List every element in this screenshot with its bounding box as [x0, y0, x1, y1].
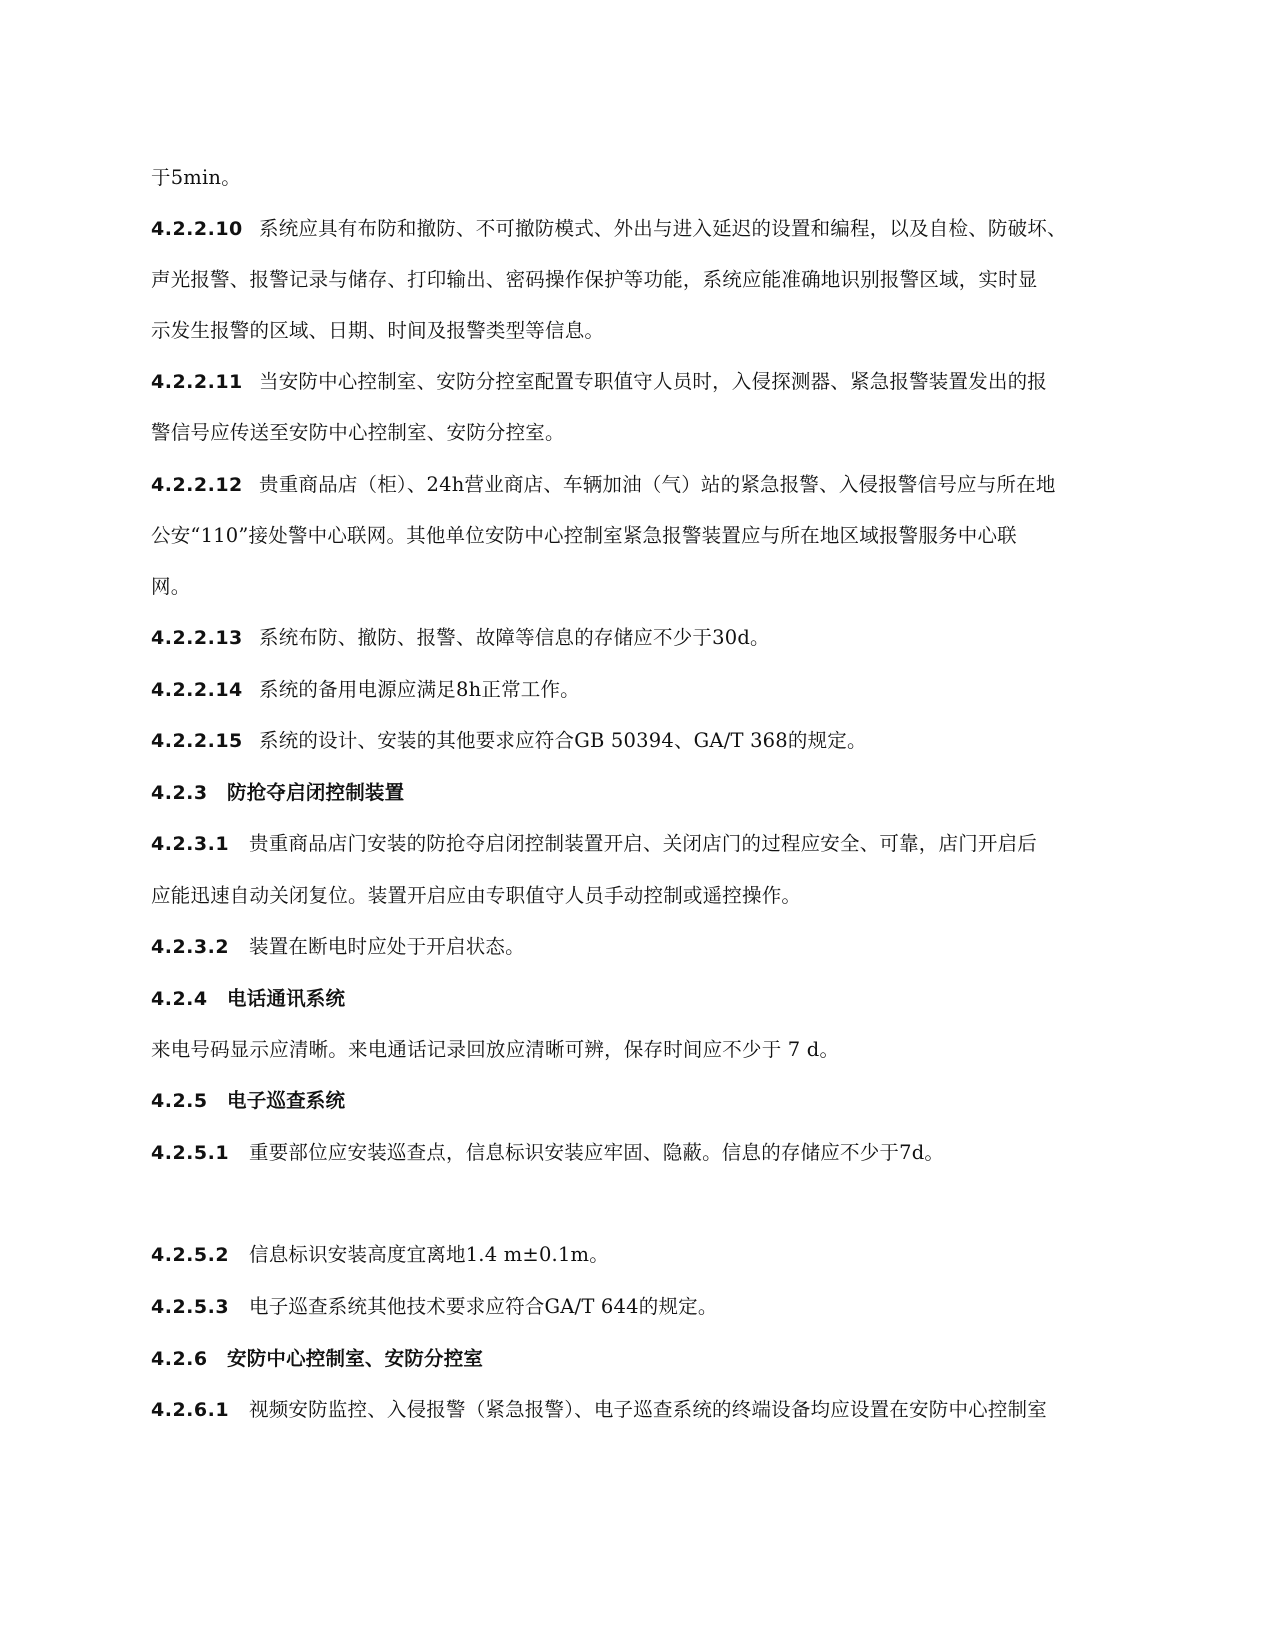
clause-text: 当安防中心控制室、安防分控室配置专职值守人员时，入侵探测器、紧急报警装置发出的报 — [259, 370, 1048, 393]
line-text: 声光报警、报警记录与储存、打印输出、密码操作保护等功能，系统应能准确地识别报警区域，实时显 — [151, 268, 1038, 291]
text-line — [151, 882, 1141, 910]
section-title: 防抢夺启闭控制装置 — [227, 781, 405, 804]
section-number: 4.2.6 — [151, 1348, 208, 1370]
section-title: 电子巡查系统 — [227, 1089, 346, 1112]
clause-4-2-2-14 — [151, 676, 1141, 704]
clause-text: 系统应具有布防和撤防、不可撤防模式、外出与进入延迟的设置和编程，以及自检、防破坏、 — [259, 217, 1067, 240]
clause-4-2-2-12 — [151, 471, 1141, 499]
clause-text: 系统布防、撤防、报警、故障等信息的存储应不少于30d。 — [259, 626, 770, 649]
clause-number: 4.2.3.2 — [151, 936, 230, 958]
line-text: 公安“110”接处警中心联网。其他单位安防中心控制室紧急报警装置应与所在地区域报警服务中心联 — [151, 524, 1017, 547]
text-line — [151, 317, 1141, 345]
clause-text: 装置在断电时应处于开启状态。 — [249, 935, 525, 958]
clause-4-2-3-1 — [151, 830, 1141, 858]
clause-text: 贵重商品店门安装的防抢夺启闭控制装置开启、关闭店门的过程应安全、可靠，店门开启后 — [249, 832, 1038, 855]
clause-number: 4.2.6.1 — [151, 1399, 230, 1421]
text-line — [151, 522, 1141, 550]
clause-number: 4.2.3.1 — [151, 833, 230, 855]
clause-text: 电子巡查系统其他技术要求应符合GA/T 644的规定。 — [249, 1295, 718, 1318]
line-text: 网。 — [151, 575, 191, 598]
section-number: 4.2.3 — [151, 782, 208, 804]
clause-number: 4.2.2.11 — [151, 371, 243, 393]
clause-number: 4.2.5.1 — [151, 1142, 230, 1164]
text-line — [151, 419, 1141, 447]
section-title: 安防中心控制室、安防分控室 — [227, 1347, 484, 1370]
clause-number: 4.2.5.3 — [151, 1296, 230, 1318]
text-line — [151, 573, 1141, 601]
line-text: 应能迅速自动关闭复位。装置开启应由专职值守人员手动控制或遥控操作。 — [151, 884, 802, 907]
text-line — [151, 266, 1141, 294]
clause-text: 贵重商品店（柜）、24h营业商店、车辆加油（气）站的紧急报警、入侵报警信号应与所在地 — [259, 473, 1056, 496]
clause-4-2-6-1 — [151, 1396, 1141, 1424]
text-line — [151, 164, 1141, 192]
section-number: 4.2.4 — [151, 988, 208, 1010]
section-title: 电话通讯系统 — [227, 987, 346, 1010]
clause-number: 4.2.2.10 — [151, 218, 243, 240]
text-line — [151, 1036, 1141, 1064]
clause-4-2-2-11 — [151, 368, 1141, 396]
clause-4-2-3-2 — [151, 933, 1141, 961]
section-heading-4-2-6 — [151, 1345, 1141, 1373]
section-number: 4.2.5 — [151, 1090, 208, 1112]
clause-number: 4.2.2.14 — [151, 679, 243, 701]
section-heading-4-2-3 — [151, 779, 1141, 807]
clause-number: 4.2.2.12 — [151, 474, 243, 496]
clause-text: 系统的设计、安装的其他要求应符合GB 50394、GA/T 368的规定。 — [259, 729, 867, 752]
line-text: 来电号码显示应清晰。来电通话记录回放应清晰可辨，保存时间应不少于 7 d。 — [151, 1038, 840, 1061]
line-text: 示发生报警的区域、日期、时间及报警类型等信息。 — [151, 319, 605, 342]
clause-text: 系统的备用电源应满足8h正常工作。 — [259, 678, 580, 701]
section-heading-4-2-4 — [151, 985, 1141, 1013]
clause-4-2-5-2 — [151, 1241, 1141, 1269]
clause-4-2-5-1 — [151, 1139, 1141, 1167]
clause-text: 视频安防监控、入侵报警（紧急报警）、电子巡查系统的终端设备均应设置在安防中心控制室 — [249, 1398, 1047, 1421]
clause-text: 重要部位应安装巡查点，信息标识安装应牢固、隐蔽。信息的存储应不少于7d。 — [249, 1141, 945, 1164]
clause-number: 4.2.2.15 — [151, 730, 243, 752]
clause-4-2-2-15 — [151, 727, 1141, 755]
section-heading-4-2-5 — [151, 1087, 1141, 1115]
clause-number: 4.2.5.2 — [151, 1244, 230, 1266]
clause-4-2-2-13 — [151, 624, 1141, 652]
clause-number: 4.2.2.13 — [151, 627, 243, 649]
clause-4-2-5-3 — [151, 1293, 1141, 1321]
line-text: 于5min。 — [151, 166, 241, 189]
clause-text: 信息标识安装高度宜离地1.4 m±0.1m。 — [249, 1243, 609, 1266]
line-text: 警信号应传送至安防中心控制室、安防分控室。 — [151, 421, 565, 444]
clause-4-2-2-10 — [151, 215, 1141, 243]
